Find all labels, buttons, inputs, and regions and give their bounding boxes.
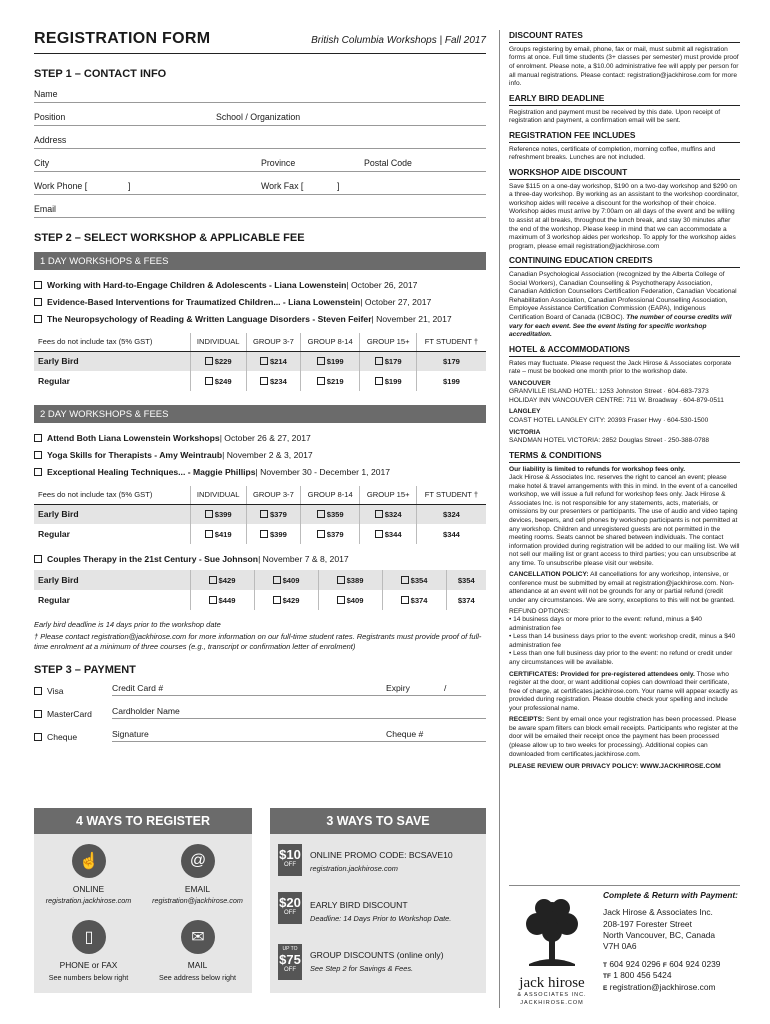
mail-envelope-icon: ✉ (181, 920, 215, 954)
address-line: 208-197 Forester Street (603, 918, 692, 929)
logo-subtitle: & ASSOCIATES INC. (517, 992, 587, 998)
workshop-option[interactable]: Evidence-Based Interventions for Traumatized Children... - Liana Lowenstein | October 27, 2017 (34, 293, 486, 310)
two-day-workshop-list (34, 429, 486, 480)
group-discounts: GROUP DISCOUNTS (online only) (310, 950, 444, 960)
form-title: REGISTRATION FORM (34, 30, 211, 47)
early-bird-note: Early bird deadline is 14 days prior to the workshop date (34, 620, 221, 629)
online-label: ONLINE (72, 884, 105, 894)
postal-label: Postal Code (364, 158, 412, 168)
price-tag-icon: $20 OFF (278, 892, 302, 924)
early-heading: EARLY BIRD DEADLINE (509, 93, 740, 106)
ways-to-save (270, 808, 486, 993)
contact-details (603, 890, 740, 994)
student-fee: $354 (446, 570, 486, 590)
aide-text: Save $115 on a one-day workshop, $190 on a two-day workshop and $290 on a three-day workshop. By working as an assistant to the workshop coordinator, workshop aides will receive a discount for the workshop of their choice. Workshop aides must arrive by 7:00am on all days of the event and be willing to assist at all breaks, throughout the lunch break, and stay 30 minutes after the end of the workshop. Please keep in mind that we can accommodate a maximum of 3 workshop aides per workshop. To apply for the workshop aides program, please email registration@jackhirose.com (509, 182, 739, 250)
save-title: 3 WAYS TO SAVE (270, 808, 486, 834)
discount-heading: DISCOUNT RATES (509, 30, 740, 43)
work-fax-label: Work Fax [ (261, 181, 304, 191)
refund-item: • Less than one full business day prior to the event: no refund or credit under any circumstances will be available. (509, 650, 733, 666)
hotel-heading: HOTEL & ACCOMMODATIONS (509, 344, 740, 357)
cheque-number-label: Cheque # (386, 729, 424, 740)
visa-row (34, 676, 486, 699)
at-sign-icon: @ (181, 844, 215, 878)
fee-option[interactable]: $179 (360, 351, 416, 371)
signature-field[interactable]: Signature Cheque # (112, 724, 486, 742)
step3-title: STEP 3 – PAYMENT (34, 664, 136, 677)
checkbox[interactable] (34, 281, 42, 289)
workshop-option[interactable]: Yoga Skills for Therapists - Amy Weintraub | November 2 & 3, 2017 (34, 446, 486, 463)
table-row: Regular $419 $399 $379 $344 $344 (34, 524, 486, 544)
cardholder-field[interactable]: Cardholder Name (112, 701, 486, 719)
fee-option[interactable]: $249 (190, 371, 246, 391)
form-header (34, 30, 486, 54)
phone-fax-line: T 604 924 0296 F 604 924 0239 (603, 958, 721, 969)
fee-text: Reference notes, certificate of completion, morning coffee, muffins and refreshment breaks. Lunches are not included. (509, 145, 716, 162)
visa-option[interactable]: Visa (34, 686, 112, 696)
school-field-label: School / Organization (216, 112, 301, 122)
column-divider (499, 30, 500, 1008)
city-langley: LANGLEY (509, 408, 541, 416)
mastercard-option[interactable]: MasterCard (34, 709, 112, 719)
address-line: North Vancouver, BC, Canada (603, 930, 716, 941)
register-title: 4 WAYS TO REGISTER (34, 808, 252, 834)
couples-fee-table (34, 570, 486, 610)
fee-option[interactable]: $214 (246, 351, 300, 371)
price-tag-icon: UP TO $75 OFF (278, 944, 302, 980)
tree-logo-icon (509, 894, 595, 974)
checkbox[interactable] (34, 555, 42, 563)
checkbox[interactable] (34, 434, 42, 442)
mastercard-row (34, 699, 486, 722)
two-day-band: 2 DAY WORKSHOPS & FEES (34, 405, 486, 423)
promo-url[interactable]: registration.jackhirose.com (310, 864, 398, 873)
registration-form (34, 30, 486, 745)
certificates-text: CERTIFICATES: Provided for pre-registered attendees only. Those who register at the door, or want additional copies can download their certificate, free of charge, at certificates.jackhirose.com. Your name will appear exactly as provided during registration. Please double check your spelling and include your professional name. (509, 670, 738, 712)
discount-text: Groups registering by email, phone, fax or mail, must submit all registration forms at once. Full time students (3+ classes per semester) must provide proof of enrolment. Please note, a $10.00 administrative fee will apply per person for all manual registrations. Please contact: registration@jackhirose.com for more info. (509, 45, 739, 88)
fee-option[interactable]: $324 (360, 504, 416, 524)
refund-item: • Less than 14 business days prior to the event: workshop credit, minus a $40 administration fee (509, 633, 736, 649)
promo-code: ONLINE PROMO CODE: BCSAVE10 (310, 850, 453, 860)
fee-option[interactable]: $199 (300, 351, 360, 371)
pointer-hand-icon: ☝ (72, 844, 106, 878)
hotel-entry: COAST HOTEL LANGLEY CITY: 20393 Fraser Hwy · 604-530-1500 (509, 416, 709, 424)
mail-sub: See address below right (158, 973, 237, 982)
early-text: Registration and payment must be received by this date. Upon receipt of registration and payment, a confirmation email will be sent. (509, 108, 721, 125)
cheque-option[interactable]: Cheque (34, 732, 112, 742)
table-row: Early Bird $399 $379 $359 $324 $324 (34, 504, 486, 524)
student-fee: $344 (416, 524, 486, 544)
checkbox[interactable] (34, 468, 42, 476)
price-tag-icon: $10 OFF (278, 844, 302, 876)
phone-fax-label: PHONE or FAX (59, 960, 118, 970)
fee-option[interactable]: $429 (254, 590, 318, 610)
fee-option[interactable]: $234 (246, 371, 300, 391)
refund-heading: REFUND OPTIONS: (509, 607, 570, 615)
email-field[interactable]: Email (34, 195, 486, 218)
email-label: EMAIL (184, 884, 211, 894)
work-phone-field[interactable]: Work Phone [ ] Work Fax [ ] (34, 172, 486, 195)
checkbox[interactable] (34, 315, 42, 323)
toll-free-line: TF 1 800 456 5424 (603, 970, 672, 981)
workshop-option[interactable]: Attend Both Liana Lowenstein Workshops | October 26 & 27, 2017 (34, 429, 486, 446)
workshop-option[interactable]: Working with Hard-to-Engage Children & Adolescents - Liana Lowenstein | October 26, 2017 (34, 276, 486, 293)
workshop-option[interactable]: The Neuropsychology of Reading & Written Language Disorders - Steven Feifer | November 21, 2017 (34, 310, 486, 327)
one-day-fee-table: Fees do not include tax (5% GST) INDIVIDUAL GROUP 3-7 GROUP 8-14 GROUP 15+ FT STUDENT † Early Bird $229 $214 $199 $179 $179 Regular $249 $234 $219 $199 $199 (34, 333, 486, 391)
hotel-entry: SANDMAN HOTEL VICTORIA: 2852 Douglas Street · 250-388-0788 (509, 437, 710, 445)
city-vancouver: VANCOUVER (509, 379, 551, 387)
fee-option[interactable]: $359 (300, 504, 360, 524)
ce-text: Canadian Psychological Association (recognized by the Alberta College of Social Workers), Canadian Counselling & Psychotherapy Association, Canadian Addiction Counsellors Certification Federation, Canadian Vocational Rehabilitation Association, Canadian Professional Counselling Association, Employee Assistance Certification Commission (EAPA), Indigenous Certification Board of Canada (ICBOC). The number of course credits will vary for each event. See the event listing for specific workshop accreditation. (509, 271, 737, 339)
form-subtitle: British Columbia Workshops | Fall 2017 (311, 35, 486, 46)
early-bird-discount: EARLY BIRD DISCOUNT (310, 900, 408, 910)
city-field[interactable]: City Province Postal Code (34, 149, 486, 172)
logo-name: jack hirose (519, 975, 585, 991)
one-day-band: 1 DAY WORKSHOPS & FEES (34, 252, 486, 270)
company-name: Jack Hirose & Associates Inc. (603, 907, 713, 918)
receipts-text: RECEIPTS: Sent by email once your registration has been processed. Please be aware spam filters can block email receipts. Participants who register at the door will be emailed their receipt once the payment has been processed (please allow up to two weeks for processing). Additional copies can downloaded from certificates.jackhirose.com. (509, 716, 739, 758)
fee-option[interactable]: $389 (318, 570, 382, 590)
refund-item: • 14 business days or more prior to the event: refund, minus a $40 administration fee (509, 616, 702, 632)
hotel-text: Rates may fluctuate. Please request the Jack Hirose & Associates corporate rate – must be booked one month prior to the workshop date. (509, 359, 732, 376)
student-fee: $374 (446, 590, 486, 610)
step1-title: STEP 1 – CONTACT INFO (34, 68, 167, 80)
hotel-entry: GRANVILLE ISLAND HOTEL: 1253 Johnston Street · 604-683-7373 (509, 388, 709, 396)
student-rate-note: † Please contact registration@jackhirose.com for more information on our full-time student rates. Registrants must provide proof of full-time enrolment at a minimum of three courses (e.g., transcript or confirmation letter of enrolment) (34, 632, 482, 652)
fee-option[interactable]: $219 (300, 371, 360, 391)
terms-text: Our liability is limited to refunds for workshop fees only. Jack Hirose & Associates Inc. reserves the right to cancel an event; please make hotel & travel arrangements with this in mind. In the event of a cancelled workshop, we will issue a full refund for workshop fees only. Jack Hirose & Associates Inc. is not responsible for any statements, acts, materials, or omissions by our presenters or participants. The use of audio and video taping devices, beepers, and cell phones by workshop participants is not permitted at any workshop. Children and unregistered guests are not permitted in the meeting rooms. Seats cannot be shared between individuals. The contact information provided during registration will be added to our mailing list. We will not sell our mailing list or grant access to third parties; you can unsubscribe at any time. To unsubscribe please visit our website. (509, 465, 740, 567)
fee-option[interactable]: $419 (190, 524, 246, 544)
city-victoria: VICTORIA (509, 428, 541, 436)
complete-return-note: Complete & Return with Payment: (603, 890, 738, 900)
info-column (509, 30, 740, 772)
table-row: Early Bird $229 $214 $199 $179 $179 (34, 351, 486, 371)
step2-title: STEP 2 – SELECT WORKSHOP & APPLICABLE FEE (34, 232, 305, 244)
early-bird-deadline: Deadline: 14 Days Prior to Workshop Date. (310, 914, 452, 923)
terms-heading: TERMS & CONDITIONS (509, 450, 740, 463)
email-address[interactable]: registration@jackhirose.com (152, 896, 243, 905)
two-day-fee-table: Fees do not include tax (5% GST) INDIVIDUAL GROUP 3-7 GROUP 8-14 GROUP 15+ FT STUDENT † Early Bird $399 $379 $359 $324 $324 Regular $419 $399 $379 $344 $344 (34, 486, 486, 544)
contact-block (509, 885, 740, 1005)
fee-option[interactable]: $199 (360, 371, 416, 391)
fee-option[interactable]: $374 (382, 590, 446, 610)
phone-icon: ▯ (72, 920, 106, 954)
fee-option[interactable]: $409 (254, 570, 318, 590)
name-field[interactable]: Name (34, 80, 486, 103)
checkbox[interactable] (34, 451, 42, 459)
email-line[interactable]: E registration@jackhirose.com (603, 982, 716, 993)
aide-heading: WORKSHOP AIDE DISCOUNT (509, 167, 740, 180)
fee-option[interactable]: $354 (382, 570, 446, 590)
fee-option[interactable]: $409 (318, 590, 382, 610)
cancellation-text: CANCELLATION POLICY: All cancellations for any workshop, intensive, or conference must be submitted by email at registration@jackhirose.com. Non-attendance at an event will not be grounds for any or partial refund (credit under any circumstances. We are sorry, exceptions to this will not be granted. (509, 571, 735, 605)
phone-sub: See numbers below right (48, 973, 129, 982)
group-discounts-sub: See Step 2 for Savings & Fees. (310, 964, 414, 973)
ways-panels (34, 808, 486, 993)
one-day-workshop-list (34, 276, 486, 327)
student-fee: $179 (416, 351, 486, 371)
logo-url: JACKHIROSE.COM (520, 1000, 584, 1006)
credit-card-field[interactable]: Credit Card # Expiry / (112, 678, 486, 696)
province-label: Province (261, 158, 296, 168)
table-row: Regular $249 $234 $219 $199 $199 (34, 371, 486, 391)
online-url[interactable]: registration.jackhirose.com (45, 896, 132, 905)
fee-option[interactable]: $344 (360, 524, 416, 544)
position-field[interactable]: Position School / Organization (34, 103, 486, 126)
mail-label: MAIL (187, 960, 208, 970)
fee-option[interactable]: $379 (246, 504, 300, 524)
fee-option[interactable]: $399 (190, 504, 246, 524)
address-field[interactable]: Address (34, 126, 486, 149)
workshop-option[interactable]: Exceptional Healing Techniques... - Maggie Phillips | November 30 - December 1, 2017 (34, 463, 486, 480)
student-fee: $324 (416, 504, 486, 524)
fee-option[interactable]: $449 (190, 590, 254, 610)
hotel-entry: HOLIDAY INN VANCOUVER CENTRE: 711 W. Broadway · 604-879-0511 (509, 396, 724, 404)
workshop-option[interactable]: Couples Therapy in the 21st Century - Sue Johnson | November 7 & 8, 2017 (34, 550, 486, 567)
company-logo (509, 894, 595, 1004)
student-fee: $199 (416, 371, 486, 391)
table-row: Regular $449 $429 $409 $374 $374 (34, 590, 486, 610)
fee-option[interactable]: $379 (300, 524, 360, 544)
cheque-row (34, 722, 486, 745)
ways-to-register (34, 808, 252, 993)
table-row: Early Bird $429 $409 $389 $354 $354 (34, 570, 486, 590)
ce-heading: CONTINUING EDUCATION CREDITS (509, 255, 740, 268)
address-line: V7H 0A6 (603, 941, 637, 952)
privacy-link[interactable]: PLEASE REVIEW OUR PRIVACY POLICY: WWW.JACKHIROSE.COM (509, 763, 721, 771)
fee-option[interactable]: $429 (190, 570, 254, 590)
fee-heading: REGISTRATION FEE INCLUDES (509, 130, 740, 143)
fee-option[interactable]: $399 (246, 524, 300, 544)
fee-option[interactable]: $229 (190, 351, 246, 371)
checkbox[interactable] (34, 298, 42, 306)
